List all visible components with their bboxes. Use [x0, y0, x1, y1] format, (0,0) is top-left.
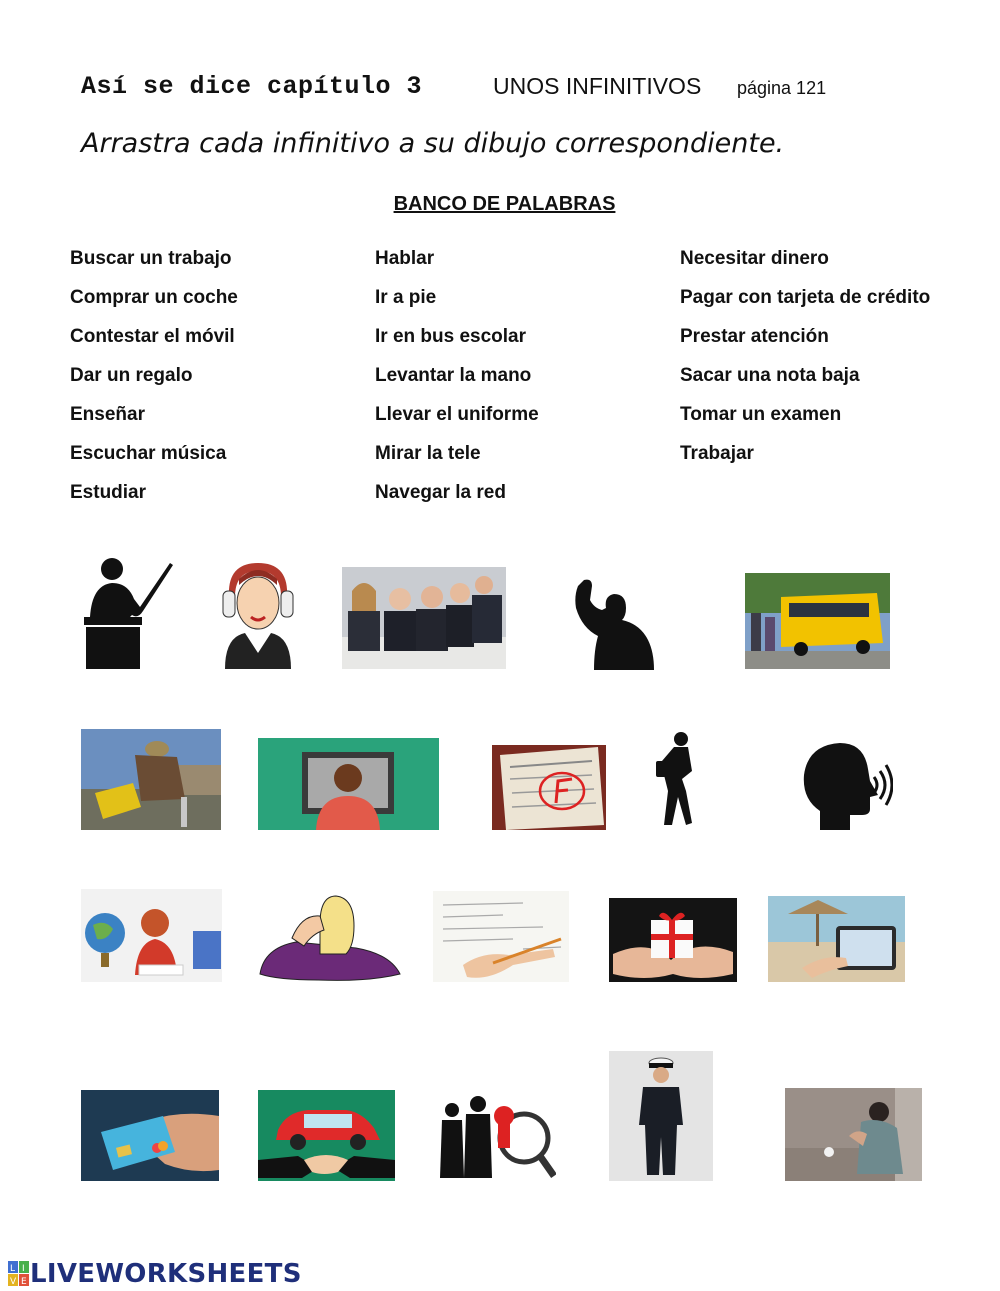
- worksheet-subtitle: UNOS INFINITIVOS: [493, 73, 702, 99]
- svg-text:I: I: [22, 1264, 25, 1274]
- word-chip[interactable]: Contestar el móvil: [70, 326, 235, 347]
- instruction-text: Arrastra cada infinitivo a su dibujo correspondiente.: [81, 128, 785, 159]
- word-chip[interactable]: Navegar la red: [375, 482, 506, 503]
- person-begging-photo[interactable]: [785, 1088, 922, 1181]
- construction-worker-photo[interactable]: [81, 729, 221, 830]
- word-chip[interactable]: Trabajar: [680, 443, 754, 464]
- people-at-meeting-photo[interactable]: [342, 567, 506, 669]
- speaking-head-icon[interactable]: [800, 741, 893, 830]
- word-chip[interactable]: Buscar un trabajo: [70, 248, 232, 269]
- person-on-phone-icon[interactable]: [258, 894, 401, 982]
- page-reference: página 121: [737, 78, 827, 98]
- word-chip[interactable]: Mirar la tele: [375, 443, 481, 464]
- word-chip[interactable]: Tomar un examen: [680, 404, 842, 425]
- word-chip[interactable]: Dar un regalo: [70, 365, 193, 386]
- tablet-on-beach-photo[interactable]: [768, 896, 905, 982]
- word-bank-heading: BANCO DE PALABRAS: [393, 193, 616, 215]
- brand-name: LIVEWORKSHEETS: [30, 1259, 302, 1289]
- word-chip[interactable]: Pagar con tarjeta de crédito: [680, 287, 931, 308]
- watching-tv-icon[interactable]: [258, 738, 439, 830]
- word-chip[interactable]: Comprar un coche: [70, 287, 238, 308]
- word-chip[interactable]: Llevar el uniforme: [375, 404, 539, 425]
- credit-card-payment-photo[interactable]: [81, 1090, 219, 1181]
- word-chip[interactable]: Ir a pie: [375, 287, 437, 308]
- word-chip[interactable]: Enseñar: [70, 404, 145, 425]
- svg-text:E: E: [21, 1277, 27, 1287]
- word-chip[interactable]: Prestar atención: [680, 326, 829, 347]
- raised-hand-silhouette-icon[interactable]: [572, 578, 656, 670]
- svg-text:L: L: [10, 1264, 16, 1274]
- uniformed-officer-photo[interactable]: [609, 1051, 713, 1181]
- word-chip[interactable]: Levantar la mano: [375, 365, 532, 386]
- word-chip[interactable]: Necesitar dinero: [680, 248, 829, 269]
- car-purchase-handshake-icon[interactable]: [258, 1090, 395, 1181]
- teacher-pointing-icon[interactable]: [80, 555, 175, 670]
- taking-exam-photo[interactable]: [433, 891, 569, 982]
- job-search-icon[interactable]: [434, 1090, 556, 1181]
- worksheet-title: Así se dice capítulo 3: [81, 72, 423, 101]
- word-chip[interactable]: Estudiar: [70, 482, 147, 503]
- brand-badge-icon: [8, 1261, 30, 1287]
- word-chip[interactable]: Sacar una nota baja: [680, 365, 860, 386]
- gift-in-hands-photo[interactable]: [609, 898, 737, 982]
- walking-woman-silhouette-icon[interactable]: [652, 731, 702, 830]
- word-chip[interactable]: Escuchar música: [70, 443, 227, 464]
- child-studying-photo[interactable]: [81, 889, 222, 982]
- liveworksheets-logo: [8, 1258, 302, 1290]
- svg-text:V: V: [10, 1277, 17, 1287]
- school-bus-photo[interactable]: [745, 573, 890, 669]
- word-chip[interactable]: Hablar: [375, 248, 435, 269]
- girl-headphones-icon[interactable]: [215, 557, 301, 669]
- report-card-f-photo[interactable]: [492, 745, 606, 830]
- word-chip[interactable]: Ir en bus escolar: [375, 326, 527, 347]
